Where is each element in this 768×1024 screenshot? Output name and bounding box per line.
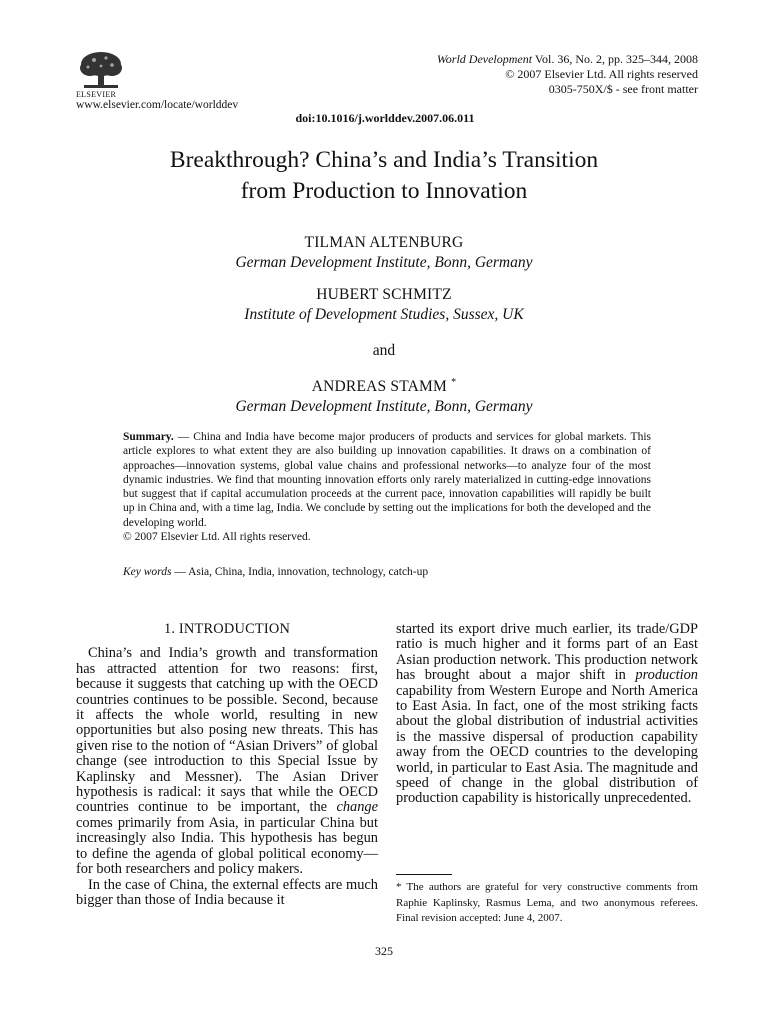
right-column <box>396 622 698 807</box>
footnote-divider <box>396 874 452 875</box>
author-name: ANDREAS STAMM <box>311 378 447 396</box>
author-affiliation: German Development Institute, Bonn, Germany <box>235 254 533 271</box>
footnote-marker[interactable]: * <box>451 377 457 388</box>
doi-link[interactable]: doi:10.1016/j.worlddev.2007.06.011 <box>295 111 475 125</box>
article-title <box>60 145 708 207</box>
journal-volume: Vol. 36, No. 2, pp. 325–344, 2008 <box>534 52 698 66</box>
paragraph-continued: started its export drive much earlier, its trade/GDP ratio is much higher and it forms part of an East Asian production network. This production network has brought about a major shift in production capability from Western Europe and North America to East Asia. In fact, one of the most striking facts about the global distribution of industrial activities is the massive dispersal of production capability away from the OECD countries to the developing world, in particular to East Asia. The magnitude and speed of change in the global distribution of production capability is historically unprecedented. <box>396 621 698 807</box>
author-conjunction: and <box>372 342 396 359</box>
footnote <box>396 880 698 927</box>
journal-citation <box>437 52 698 97</box>
emphasis-production: production <box>635 667 698 684</box>
title-line-2: from Production to Innovation <box>240 178 528 204</box>
author-block-1 <box>0 233 768 273</box>
abstract <box>123 430 651 544</box>
abstract-label: Summary. <box>123 431 174 443</box>
section-heading: 1. INTRODUCTION <box>163 621 291 637</box>
footnote-text: The authors are grateful for very constructive comments from Raphie Kaplinsky, Rasmus Lema, and two anonymous referees. Final revision accepted: June 4, 2007. <box>396 881 698 924</box>
emphasis-change: change <box>336 799 378 816</box>
keywords <box>123 566 428 578</box>
paragraph-1: China’s and India’s growth and transformation has attracted attention for two reasons: first, because it suggests that catching up with the OECD countries continues to be possible. Second, because it affects the whole world, resulting in new opportunities but also posing new threats. This has given rise to the notion of “Asian Drivers” of global change (see introduction to this Special Issue by Kaplinsky and Messner). The Asian Driver hypothesis is radical: it says that while the OECD countries continue to be important, the change comes primarily from Asia, in particular China but increasingly also India. This hypothesis has begun to define the agenda of global political economy—for both researchers and policy makers. <box>76 645 378 878</box>
author-name: TILMAN ALTENBURG <box>304 234 464 251</box>
journal-name: World Development <box>436 52 533 66</box>
copyright-line: © 2007 Elsevier Ltd. All rights reserved <box>505 67 698 81</box>
author-name: HUBERT SCHMITZ <box>316 286 452 303</box>
journal-url-link[interactable]: www.elsevier.com/locate/worlddev <box>76 99 239 111</box>
author-affiliation: German Development Institute, Bonn, Germany <box>235 398 533 416</box>
left-column <box>76 622 378 908</box>
author-affiliation: Institute of Development Studies, Sussex, UK <box>244 306 524 323</box>
page-number: 325 <box>375 944 393 958</box>
author-block-2 <box>0 285 768 325</box>
elsevier-tree-icon <box>76 50 126 92</box>
keywords-text: — Asia, China, India, innovation, technology, catch-up <box>171 566 429 578</box>
footnote-marker: * <box>396 881 402 893</box>
abstract-text: — China and India have become major producers of products and services for global markets. This article explores to what extent they are also building up innovation capabilities. It draws on a combination of approaches—innovation systems, global value chains and professional networks—to analyze four of the most dynamic industries. We find that mounting innovation efforts only rarely materialized in cutting-edge innovations but suggest that if capital accumulation proceeds at the current pace, innovation capabilities will rapidly be built up in China and, with a time lag, India. We conclude by setting out the implications for both the developed and the developing world. <box>123 431 651 529</box>
abstract-copyright: © 2007 Elsevier Ltd. All rights reserved. <box>123 531 311 544</box>
author-block-3 <box>0 373 768 417</box>
publisher-wordmark: ELSEVIER <box>76 90 117 99</box>
issn-line: 0305-750X/$ - see front matter <box>548 82 698 96</box>
title-line-1: Breakthrough? China’s and India’s Transition <box>169 147 599 173</box>
keywords-label: Key words <box>123 566 172 578</box>
paragraph-2: In the case of China, the external effects are much bigger than those of India because it <box>76 876 378 908</box>
